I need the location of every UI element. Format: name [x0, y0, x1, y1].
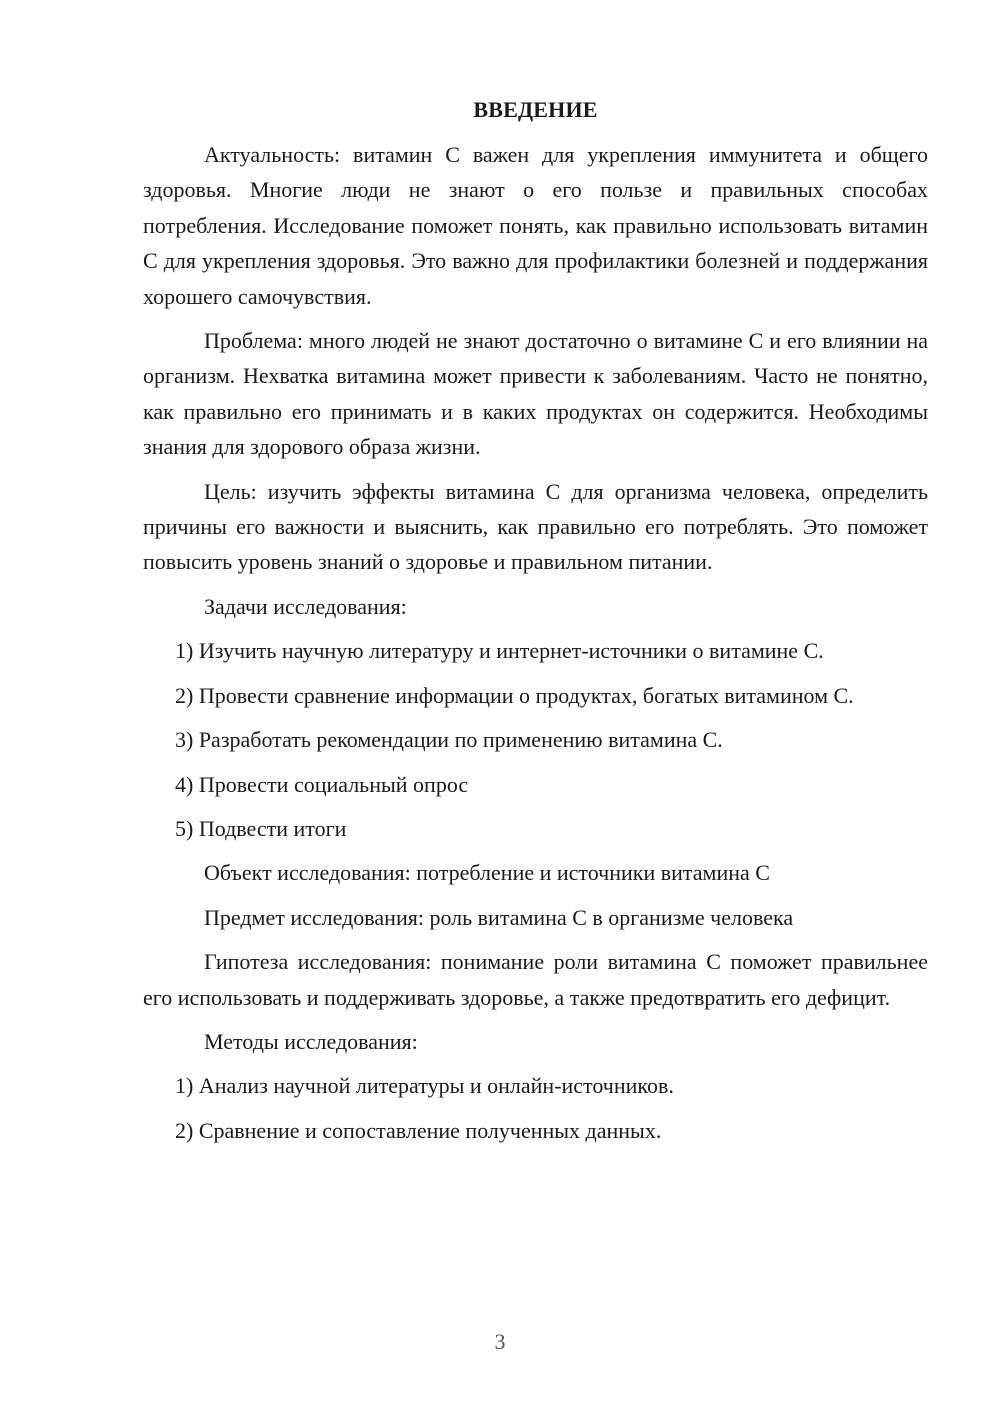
- task-item-3: 3) Разработать рекомендации по применению витамина C.: [175, 727, 723, 753]
- subject-paragraph: Предмет исследования: роль витамина C в организме человека: [204, 904, 794, 930]
- method-item-2: 2) Сравнение и сопоставление полученных данных.: [175, 1117, 662, 1143]
- task-item-4: 4) Провести социальный опрос: [175, 771, 469, 797]
- methods-heading: Методы исследования:: [204, 1028, 418, 1054]
- task-item-2: 2) Провести сравнение информации о продуктах, богатых витамином C.: [175, 682, 854, 708]
- document-page: [143, 95, 928, 1157]
- object-paragraph: Объект исследования: потребление и источники витамина C: [204, 860, 770, 886]
- relevance-paragraph: Актуальность: витамин C важен для укрепления иммунитета и общего здоровья. Многие люди не знают о его пользе и правильных способах потребления. Исследование поможет понять, как правильно использовать витамин C для укрепления здоровья. Это важно для профилактики болезней и поддержания хорошего самочувствия.: [143, 142, 928, 309]
- task-item-1: 1) Изучить научную литературу и интернет-источники о витамине C.: [175, 638, 824, 664]
- hypothesis-paragraph: Гипотеза исследования: понимание роли витамина C поможет правильнее его использовать и поддерживать здоровье, а также предотвратить его дефицит.: [143, 949, 928, 1010]
- problem-paragraph: Проблема: много людей не знают достаточно о витамине C и его влиянии на организм. Нехватка витамина может привести к заболеваниям. Часто не понятно, как правильно его принимать и в каких продуктах он содержится. Необходимы знания для здорового образа жизни.: [143, 328, 928, 460]
- goal-paragraph: Цель: изучить эффекты витамина C для организма человека, определить причины его важности и выяснить, как правильно его потреблять. Это поможет повысить уровень знаний о здоровье и правильном питании.: [143, 478, 928, 575]
- task-item-5: 5) Подвести итоги: [175, 815, 347, 841]
- page-title: ВВЕДЕНИЕ: [473, 97, 598, 122]
- tasks-heading: Задачи исследования:: [204, 593, 407, 619]
- page-number: 3: [494, 1329, 506, 1354]
- method-item-1: 1) Анализ научной литературы и онлайн-источников.: [175, 1073, 674, 1099]
